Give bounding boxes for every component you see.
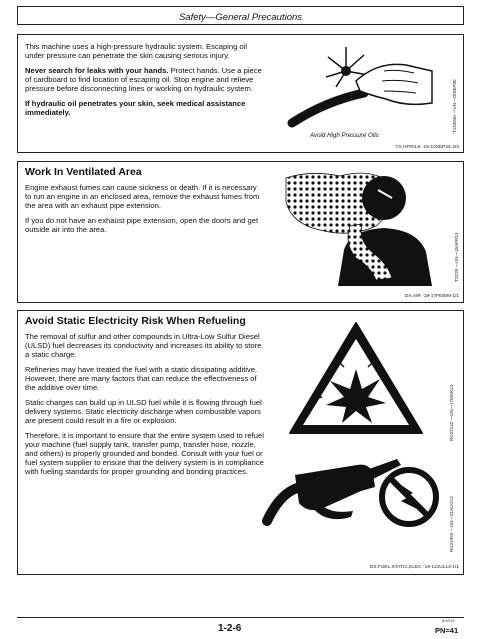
paragraph: The removal of sulfur and other compounds in Ultra-Low Sulfur Diesel (ULSD) fuel decreases its conductivity and increases its ability to store a static charge. (25, 332, 262, 359)
vertical-image-code: RG22142 —UN—17MAR14 (449, 384, 454, 441)
footer-date: 8/10/15 (442, 619, 455, 623)
paragraph: Therefore, it is important to ensure that the entire system used to refuel your machine (fuel supply tank, transfer pump, transfer hose, nozzle, and others) is properly grounded and bonded. Consult with your fuel or fuel system supplier to ensure that the delivery system is in compliance with fueling standards for proper grounding and bonding practices. (25, 431, 264, 476)
hydraulic-oil-section (17, 34, 464, 153)
page-title: Safety—General Precautions (178, 12, 303, 23)
reference-code: TX,HPOILS -19-10SEP24-2/2 (395, 145, 459, 150)
vertical-image-code: T133840 —UN—20SEP00 (452, 79, 457, 133)
footer-pn: PN=41 (435, 626, 459, 635)
section-body (25, 183, 263, 240)
section-heading: Work In Ventilated Area (25, 166, 142, 178)
reference-code: DX,FUEL,STATIC,ELEC -19-12JUL13-1/1 (369, 565, 459, 570)
exhaust-fumes-person-icon (280, 168, 438, 286)
section-body (25, 42, 263, 123)
paragraph: Engine exhaust fumes can cause sickness or death. If it is necessary to run an engine in an enclosed area, remove the exhaust fumes from the area with an exhaust pipe extension. (25, 183, 260, 210)
section-heading: Avoid Static Electricity Risk When Refueling (25, 315, 246, 327)
ventilated-area-section (17, 161, 464, 303)
illustration-caption: Avoid High Pressure Oils (310, 132, 379, 139)
paragraph: If you do not have an exhaust pipe extension, open the doors and get outside air into the area. (25, 216, 259, 234)
paragraph: If hydraulic oil penetrates your skin, seek medical assistance immediately. (25, 99, 246, 117)
high-pressure-oil-hand-icon (286, 41, 436, 133)
vertical-image-code: TS220 —UN—15APR13 (454, 232, 459, 282)
static-electricity-section (17, 310, 464, 575)
vertical-image-code: RG21992 —UN—21AUG13 (449, 496, 454, 552)
reference-code: DX,AIR -19-17FEB99-1/1 (404, 294, 459, 299)
page-number: 1-2-6 (218, 623, 242, 634)
explosion-warning-triangle-icon (286, 319, 426, 437)
fuel-nozzle-no-static-icon (261, 451, 439, 559)
paragraph: Static charges can build up in ULSD fuel while it is flowing through fuel delivery systems. Static electricity discharge when combustible vapors are present could result in a fire or explosion. (25, 398, 262, 425)
page-header (17, 6, 464, 25)
paragraph: Refineries may have treated the fuel with a static dissipating additive. However, there are many factors that can reduce the effectiveness of the additive over time. (25, 365, 258, 392)
paragraph: This machine uses a high-pressure hydraulic system. Escaping oil under pressure can penetrate the skin causing serious injury. (25, 42, 248, 60)
paragraph: Never search for leaks with your hands. Protect hands. Use a piece of cardboard to find location of escaping oil. Stop engine and relieve pressure before disconnecting lines or working on hydraulic system. (25, 66, 262, 93)
section-body (25, 332, 265, 482)
footer-rule (17, 617, 464, 618)
